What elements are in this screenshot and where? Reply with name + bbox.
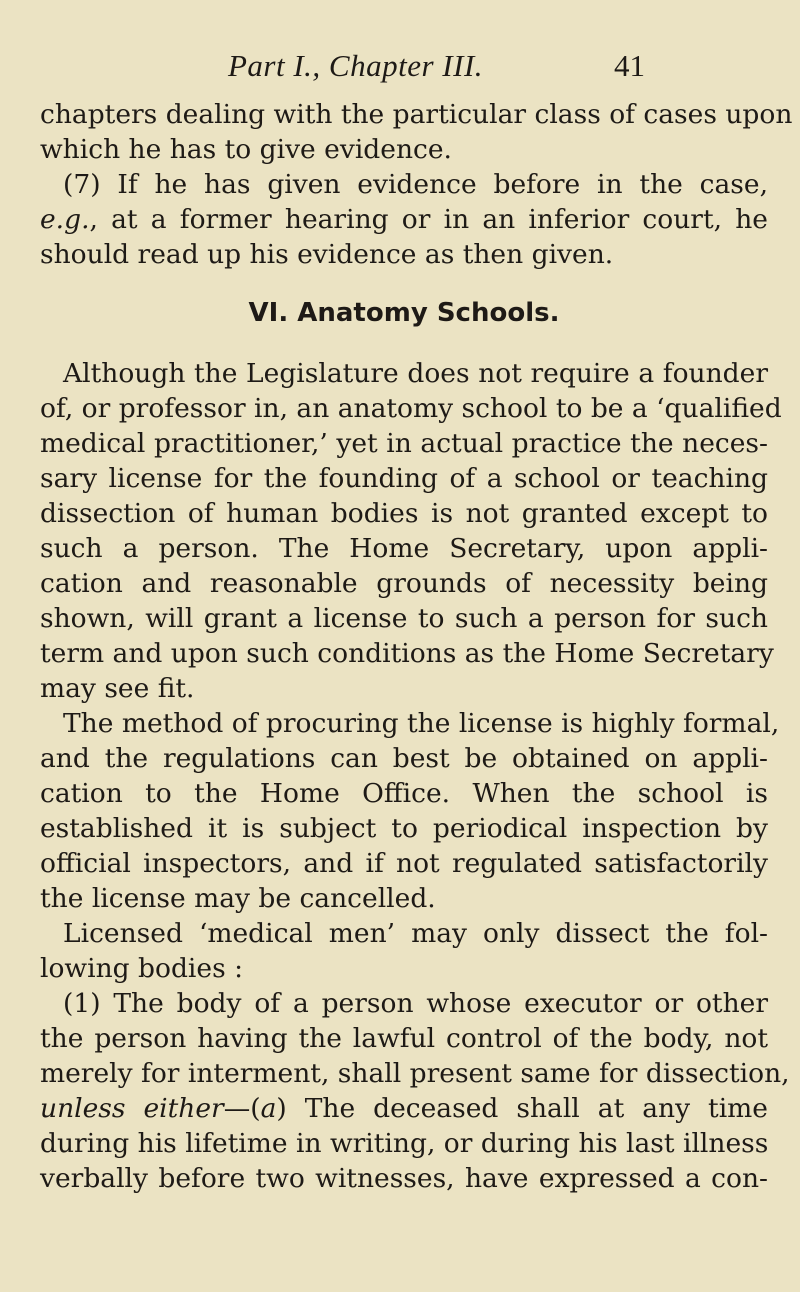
text-line: should read up his evidence as then given. xyxy=(40,239,614,270)
text-line: merely for interment, shall present same for dissection, xyxy=(40,1058,790,1089)
italic-phrase: unless either xyxy=(40,1093,224,1124)
text-line: (7) If he has given evidence before in the case, xyxy=(63,169,768,200)
text-line: lowing bodies : xyxy=(40,953,244,984)
page-number: 41 xyxy=(614,48,645,83)
text-line: which he has to give evidence. xyxy=(40,134,452,165)
text-line: term and upon such conditions as the Home Secretary xyxy=(40,638,774,669)
text-line: chapters dealing with the particular class of cases upon xyxy=(40,99,793,130)
text-line: during his lifetime in writing, or during his last illness xyxy=(40,1128,769,1159)
text-line: (1) The body of a person whose executor or other xyxy=(63,988,768,1019)
section-heading: VI. Anatomy Schools. xyxy=(248,298,560,328)
running-head: Part I., Chapter III. xyxy=(228,48,484,83)
text-line xyxy=(40,1091,768,1126)
page-header xyxy=(0,40,800,83)
text-span: , at a former hearing or in an inferior court, he xyxy=(89,204,768,235)
text-line: medical practitioner,’ yet in actual practice the neces- xyxy=(40,428,768,459)
text-line: and the regulations can best be obtained on appli- xyxy=(40,743,768,774)
text-line: sary license for the founding of a school or teaching xyxy=(40,463,768,494)
text-line: the license may be cancelled. xyxy=(40,883,436,914)
text-line: the person having the lawful control of the body, not xyxy=(40,1023,768,1054)
text-line: The method of procuring the license is highly formal, xyxy=(63,708,780,739)
text-line: established it is subject to periodical inspection by xyxy=(40,813,768,844)
text-line: Licensed ‘medical men’ may only dissect the fol- xyxy=(63,918,768,949)
text-line: shown, will grant a license to such a person for such xyxy=(40,603,768,634)
text-line: cation and reasonable grounds of necessity being xyxy=(40,568,768,599)
text-span: —( xyxy=(223,1093,261,1124)
text-line: dissection of human bodies is not granted except to xyxy=(40,498,768,529)
text-line: may see fit. xyxy=(40,673,195,704)
text-line: Although the Legislature does not require a founder xyxy=(63,358,768,389)
text-line: such a person. The Home Secretary, upon appli- xyxy=(40,533,768,564)
text-line: verbally before two witnesses, have expressed a con- xyxy=(40,1163,768,1194)
italic-letter: a xyxy=(260,1093,277,1124)
text-line: of, or professor in, an anatomy school to be a ‘qualified xyxy=(40,393,782,424)
italic-abbreviation: e.g. xyxy=(40,204,90,235)
text-line xyxy=(40,202,768,237)
text-span: ) The deceased shall at any time xyxy=(276,1093,768,1124)
body-text xyxy=(40,97,793,1196)
text-line: official inspectors, and if not regulated satisfactorily xyxy=(40,848,768,879)
text-line: cation to the Home Office. When the school is xyxy=(40,778,768,809)
